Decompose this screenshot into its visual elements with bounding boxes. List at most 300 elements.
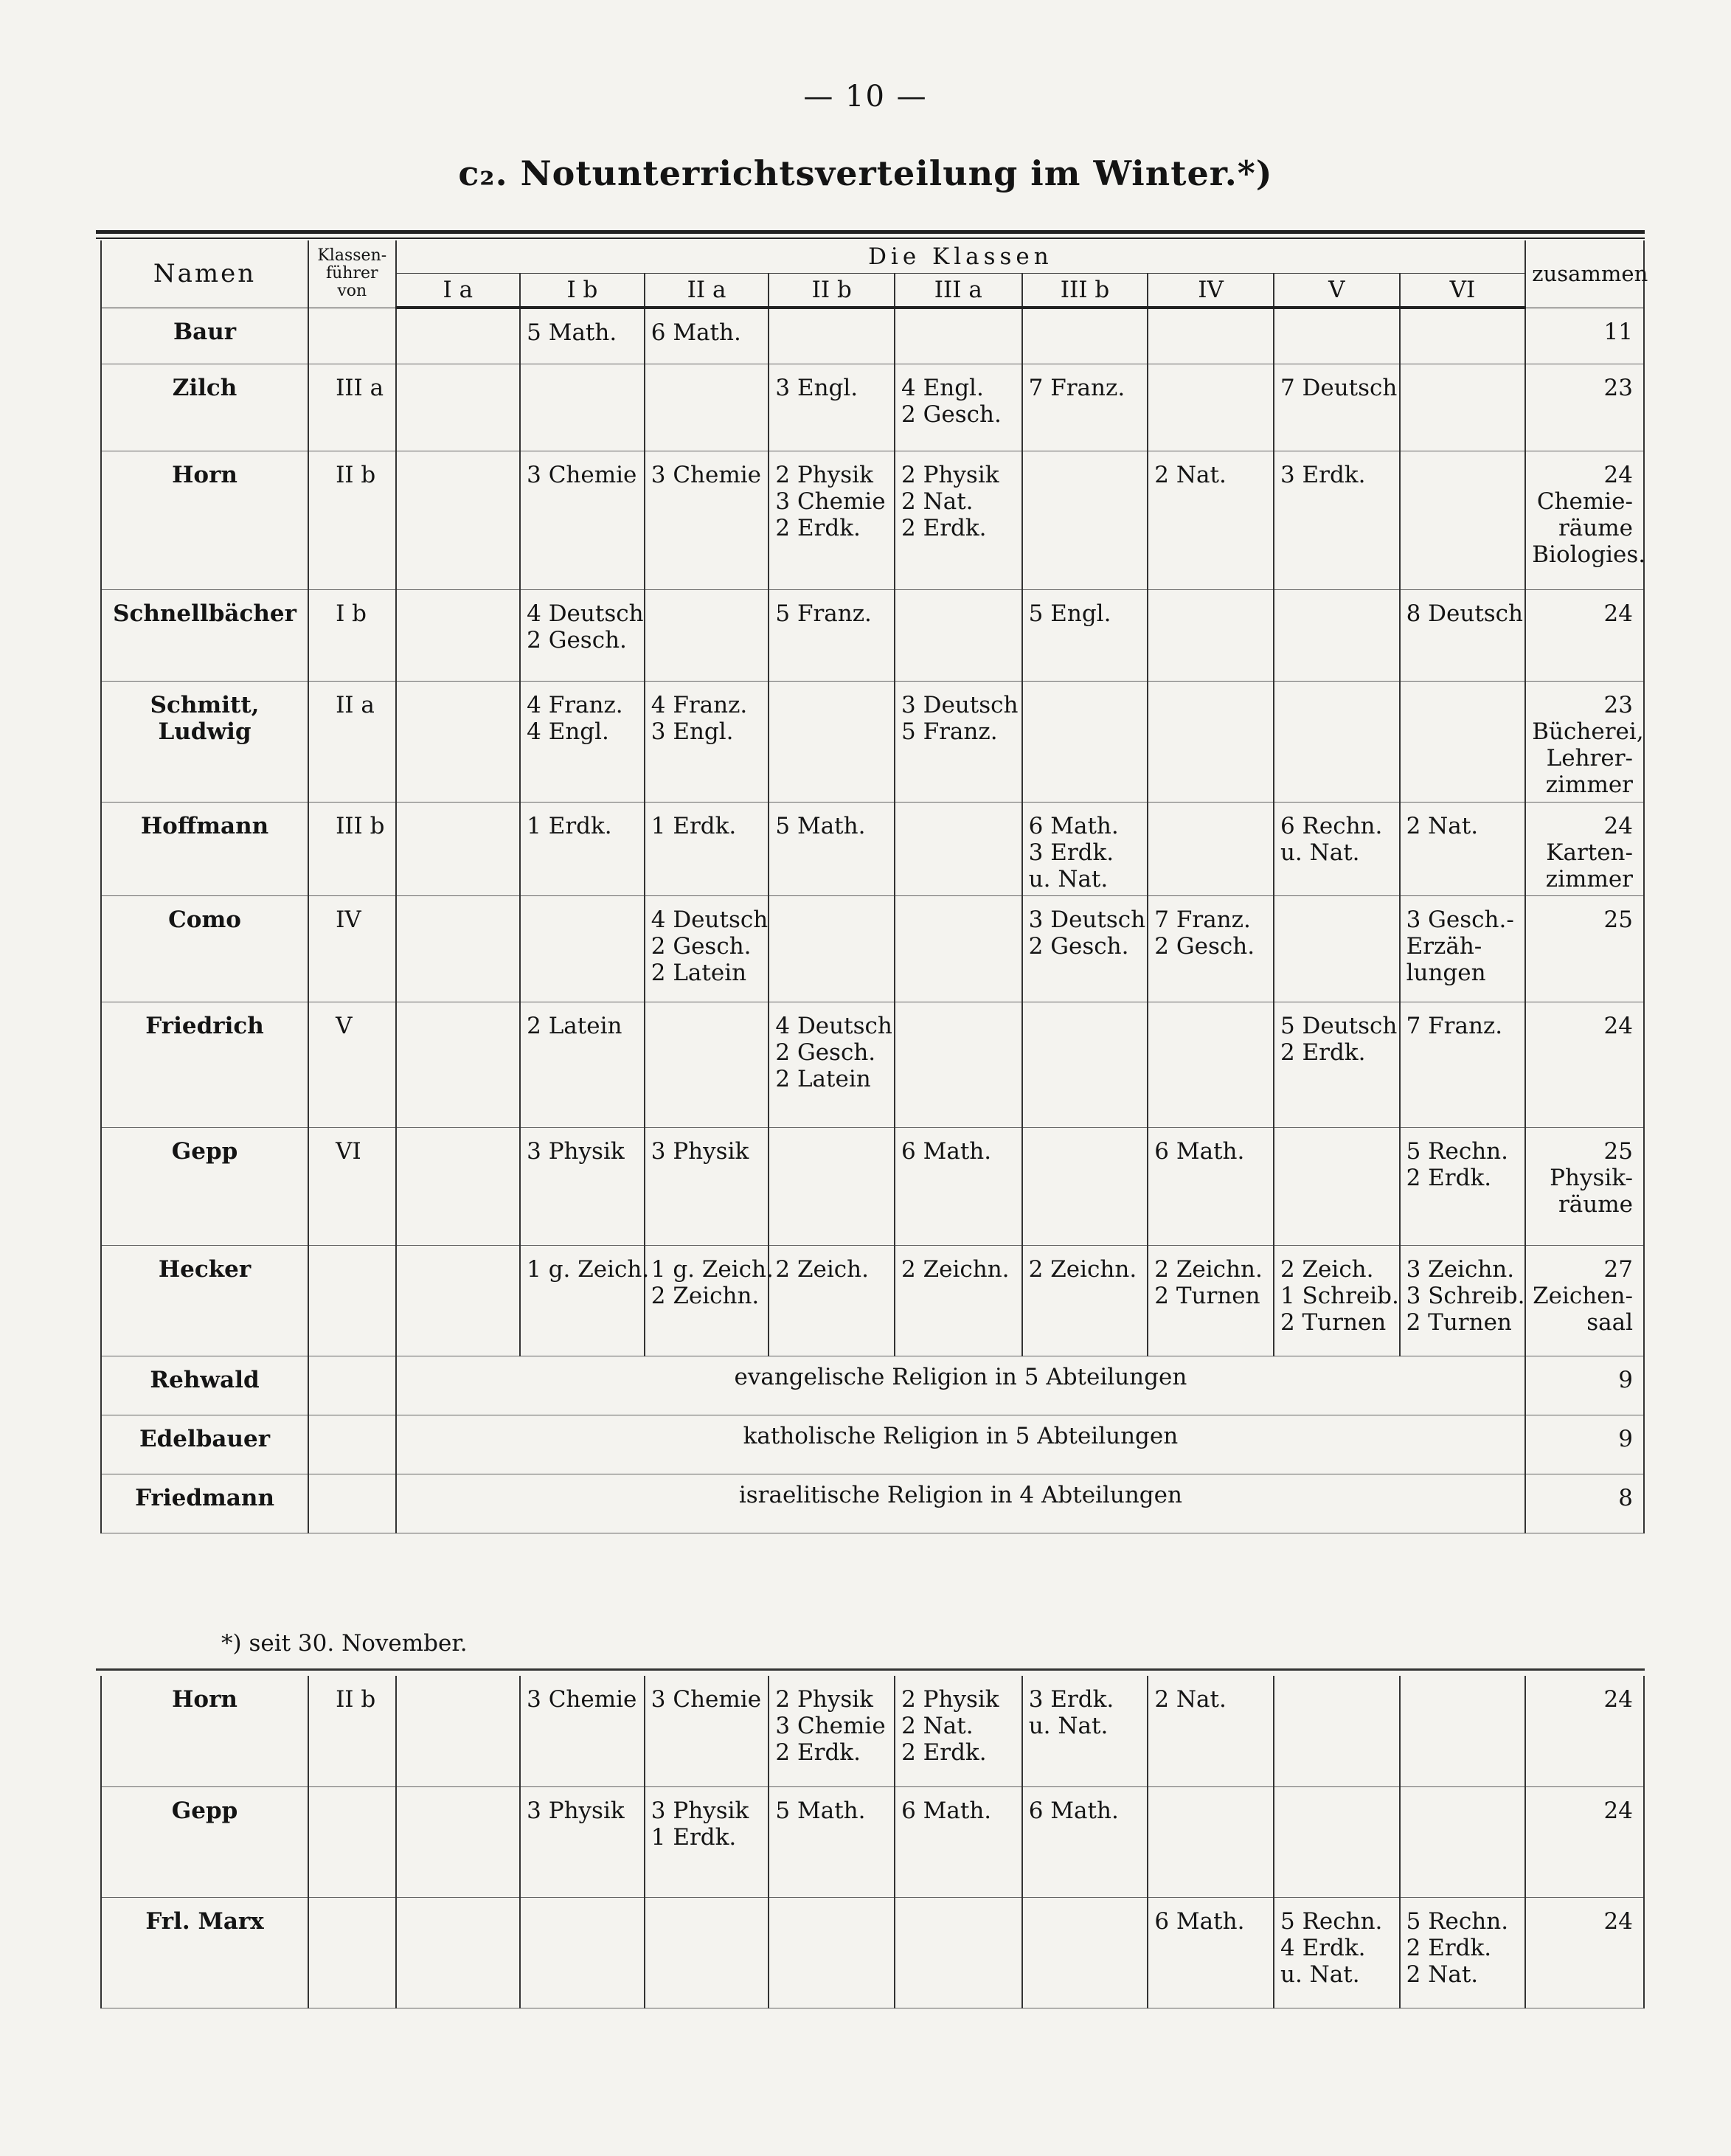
subject-cell xyxy=(1274,895,1400,1002)
subject-cell xyxy=(520,895,645,1002)
subject-cell xyxy=(1274,1786,1400,1897)
teacher-name xyxy=(101,1127,308,1245)
subject-cell xyxy=(1400,1002,1526,1127)
subject-cell xyxy=(1148,1676,1274,1786)
subject-cell xyxy=(645,451,769,589)
klassenfuehrer-cell: IV xyxy=(308,895,395,1002)
cell-line: 3 Chemie xyxy=(527,461,637,488)
klassenfuehrer-cell: V xyxy=(308,1002,395,1127)
subject-cell xyxy=(645,1002,769,1127)
cell-line: 6 Math. xyxy=(1028,1797,1119,1824)
cell-line: Gepp xyxy=(171,1797,238,1824)
cell-line: 23 xyxy=(1603,374,1633,401)
subject-cell xyxy=(1274,1897,1400,2008)
subject-cell xyxy=(396,451,521,589)
cell-line: 24 xyxy=(1603,1012,1633,1039)
subject-cell xyxy=(1274,802,1400,895)
class-header: III b xyxy=(1022,274,1148,308)
cell-line: Lehrer- xyxy=(1546,744,1633,772)
table-row xyxy=(101,1002,1644,1127)
subject-cell xyxy=(520,1897,645,2008)
subject-cell xyxy=(1274,1676,1400,1786)
cell-line: 2 Turnen xyxy=(1280,1308,1387,1336)
subject-cell xyxy=(396,1127,521,1245)
subject-cell xyxy=(895,1676,1022,1786)
subject-cell xyxy=(396,364,521,451)
teacher-name xyxy=(101,895,308,1002)
cell-line: 2 Nat. xyxy=(1406,812,1479,839)
header-rule xyxy=(96,230,1645,234)
klassenfuehrer-cell: I b xyxy=(308,589,395,681)
religion-description: israelitische Religion in 4 Abteilungen xyxy=(396,1474,1526,1533)
subject-cell xyxy=(520,308,645,364)
cell-line: lungen xyxy=(1406,959,1486,986)
cell-line: 1 g. Zeich. xyxy=(651,1255,774,1283)
cell-line: 4 Deutsch xyxy=(651,906,769,933)
subject-cell xyxy=(895,1127,1022,1245)
class-header: IV xyxy=(1148,274,1274,308)
page-title: c₂. Notunterrichtsverteilung im Winter.*) xyxy=(458,153,1273,193)
subject-cell xyxy=(895,308,1022,364)
cell-line: 3 Chemie xyxy=(651,461,762,488)
cell-line: 2 Erdk. xyxy=(775,1739,861,1766)
cell-line: 23 xyxy=(1603,691,1633,718)
subject-cell xyxy=(769,802,895,895)
subject-cell xyxy=(1274,1245,1400,1356)
table-row xyxy=(101,1676,1644,1786)
cell-line: 4 Franz. xyxy=(651,691,748,718)
table-row xyxy=(101,1245,1644,1356)
subject-cell xyxy=(645,802,769,895)
subject-cell xyxy=(645,681,769,802)
subject-cell xyxy=(396,1786,521,1897)
subject-cell xyxy=(1148,895,1274,1002)
table-row xyxy=(101,802,1644,895)
subject-cell xyxy=(769,308,895,364)
subject-cell xyxy=(895,1245,1022,1356)
cell-line: 5 Rechn. xyxy=(1406,1907,1509,1935)
cell-line: 8 Deutsch xyxy=(1406,600,1524,627)
subject-cell xyxy=(1148,364,1274,451)
subject-cell xyxy=(645,1676,769,1786)
cell-line: 2 Gesch. xyxy=(1154,932,1255,960)
teacher-name xyxy=(101,1002,308,1127)
subject-cell xyxy=(1400,1676,1526,1786)
subject-cell xyxy=(1022,1002,1148,1127)
subject-cell xyxy=(1022,589,1148,681)
cell-line: 6 Math. xyxy=(901,1137,992,1165)
cell-line: 2 Turnen xyxy=(1154,1282,1260,1309)
cell-line: 2 Nat. xyxy=(901,488,974,515)
class-header: II a xyxy=(645,274,769,308)
cell-line: 3 Chemie xyxy=(651,1686,762,1713)
total-cell xyxy=(1525,802,1644,895)
cell-line: 11 xyxy=(1603,318,1633,345)
cell-line: 3 Schreib. xyxy=(1406,1282,1525,1309)
subject-cell xyxy=(645,308,769,364)
subject-cell xyxy=(1400,1786,1526,1897)
teacher-name xyxy=(101,364,308,451)
subject-cell xyxy=(396,589,521,681)
cell-line: 2 Nat. xyxy=(1154,1686,1227,1713)
cell-line: Schnellbächer xyxy=(113,600,296,627)
subject-cell xyxy=(1022,451,1148,589)
teacher-name xyxy=(101,451,308,589)
subject-cell xyxy=(1274,681,1400,802)
teacher-name: Friedmann xyxy=(101,1474,308,1533)
cell-line: 2 Nat. xyxy=(901,1713,974,1739)
cell-line: 4 Engl. xyxy=(527,718,609,745)
teacher-name xyxy=(101,589,308,681)
cell-line: 5 Franz. xyxy=(901,718,998,745)
subject-cell xyxy=(1274,1127,1400,1245)
table-row xyxy=(101,364,1644,451)
teacher-name xyxy=(101,1786,308,1897)
class-header: V xyxy=(1274,274,1400,308)
subject-cell xyxy=(396,1002,521,1127)
table-row xyxy=(101,589,1644,681)
cell-line: 1 Schreib. xyxy=(1280,1282,1399,1309)
subject-cell xyxy=(520,681,645,802)
subject-cell xyxy=(1400,451,1526,589)
cell-line: u. Nat. xyxy=(1280,839,1360,866)
cell-line: 5 Math. xyxy=(775,812,866,839)
subject-cell xyxy=(895,1786,1022,1897)
supplement-rule xyxy=(96,1668,1645,1671)
subject-cell xyxy=(1400,589,1526,681)
cell-line: Frl. Marx xyxy=(145,1907,264,1935)
cell-line: 2 Zeich. xyxy=(775,1255,869,1283)
total-cell xyxy=(1525,308,1644,364)
religion-description: evangelische Religion in 5 Abteilungen xyxy=(396,1356,1526,1415)
subject-cell xyxy=(396,308,521,364)
cell-line: 2 Zeich. xyxy=(1280,1255,1374,1283)
cell-line: 5 Rechn. xyxy=(1280,1907,1383,1935)
cell-line: 3 Chemie xyxy=(527,1686,637,1713)
subject-cell xyxy=(396,1245,521,1356)
total-cell xyxy=(1525,1245,1644,1356)
subject-cell xyxy=(1148,1002,1274,1127)
cell-line: 2 Gesch. xyxy=(651,932,752,960)
subject-cell xyxy=(645,1127,769,1245)
cell-line: Horn xyxy=(172,1686,237,1713)
subject-cell xyxy=(895,589,1022,681)
cell-line: 2 Physik xyxy=(901,461,999,488)
subject-cell xyxy=(645,895,769,1002)
cell-line: 3 Physik xyxy=(651,1797,749,1824)
cell-line: 6 Math. xyxy=(651,319,741,346)
klassenfuehrer-cell xyxy=(308,1474,395,1533)
subject-cell xyxy=(1400,895,1526,1002)
cell-line: Bücherei, xyxy=(1532,718,1644,745)
cell-line: 2 Gesch. xyxy=(901,401,1002,428)
class-header: III a xyxy=(895,274,1022,308)
subject-cell xyxy=(1148,589,1274,681)
cell-line: 25 xyxy=(1603,1137,1633,1165)
subject-cell xyxy=(1274,364,1400,451)
subject-cell xyxy=(1022,895,1148,1002)
cell-line: 2 Erdk. xyxy=(1406,1934,1492,1961)
cell-line: 2 Erdk. xyxy=(901,1739,987,1766)
cell-line: 6 Math. xyxy=(1154,1907,1245,1935)
subject-cell xyxy=(1400,308,1526,364)
subject-cell xyxy=(520,802,645,895)
cell-line: 6 Math. xyxy=(1154,1137,1245,1165)
subject-cell xyxy=(1400,681,1526,802)
subject-cell xyxy=(520,1676,645,1786)
cell-line: 2 Physik xyxy=(901,1686,999,1713)
cell-line: 2 Latein xyxy=(651,959,747,986)
cell-line: 2 Nat. xyxy=(1154,461,1227,488)
cell-line: 4 Engl. xyxy=(901,374,984,401)
table-row xyxy=(101,1897,1644,2008)
subject-cell xyxy=(1148,802,1274,895)
cell-line: 2 Latein xyxy=(775,1065,871,1092)
cell-line: 4 Deutsch xyxy=(775,1012,892,1039)
total-cell: 8 xyxy=(1525,1474,1644,1533)
total-cell xyxy=(1525,364,1644,451)
cell-line: 2 Physik xyxy=(775,1686,873,1713)
teacher-name xyxy=(101,1676,308,1786)
teacher-name xyxy=(101,1245,308,1356)
zusammen-header: zusammen xyxy=(1525,240,1644,308)
subject-cell xyxy=(1148,1786,1274,1897)
subject-cell xyxy=(895,895,1022,1002)
klassenfuehrer-cell xyxy=(308,1245,395,1356)
table-row xyxy=(101,308,1644,364)
cell-line: 7 Deutsch xyxy=(1280,374,1398,401)
table-row xyxy=(101,681,1644,802)
cell-line: Baur xyxy=(173,318,237,345)
cell-line: u. Nat. xyxy=(1028,1713,1109,1739)
klassenfuehrer-cell: III a xyxy=(308,364,395,451)
teacher-name xyxy=(101,802,308,895)
cell-line: 2 Erdk. xyxy=(901,514,987,541)
cell-line: Zeichen- xyxy=(1533,1282,1633,1309)
distribution-table xyxy=(100,240,1648,1533)
cell-line: 4 Franz. xyxy=(527,691,623,718)
subject-cell xyxy=(1022,1127,1148,1245)
subject-cell xyxy=(396,681,521,802)
religion-row xyxy=(101,1356,1644,1415)
cell-line: räume xyxy=(1558,1190,1633,1218)
page-number: — 10 — xyxy=(803,80,928,114)
cell-line: 7 Franz. xyxy=(1406,1012,1503,1039)
cell-line: 3 Physik xyxy=(527,1797,625,1824)
subject-cell xyxy=(769,451,895,589)
cell-line: Karten- xyxy=(1546,839,1633,866)
cell-line: 1 Erdk. xyxy=(527,812,612,839)
subject-cell xyxy=(1400,1897,1526,2008)
class-header: VI xyxy=(1400,274,1526,308)
cell-line: zimmer xyxy=(1545,865,1633,892)
cell-line: 3 Engl. xyxy=(775,374,858,401)
klassenfuehrer-cell xyxy=(308,1415,395,1474)
subject-cell xyxy=(1274,308,1400,364)
cell-line: 24 xyxy=(1603,1797,1633,1824)
subject-cell xyxy=(895,1897,1022,2008)
subject-cell xyxy=(769,1676,895,1786)
subject-cell xyxy=(396,1897,521,2008)
subject-cell xyxy=(520,1002,645,1127)
teacher-name xyxy=(101,308,308,364)
cell-line: Zilch xyxy=(172,374,237,401)
cell-line: 3 Erdk. xyxy=(1280,461,1366,488)
cell-line: 3 Engl. xyxy=(651,718,734,745)
subject-cell xyxy=(396,895,521,1002)
cell-line: Horn xyxy=(172,461,237,488)
subject-cell xyxy=(520,364,645,451)
cell-line: 2 Erdk. xyxy=(1406,1164,1492,1191)
subject-cell xyxy=(1148,1897,1274,2008)
cell-line: Friedrich xyxy=(145,1012,264,1039)
subject-cell xyxy=(769,1002,895,1127)
subject-cell xyxy=(520,1786,645,1897)
subject-cell xyxy=(396,802,521,895)
cell-line: 3 Erdk. xyxy=(1028,839,1114,866)
cell-line: 2 Erdk. xyxy=(1280,1039,1366,1066)
klassenfuehrer-header: Klassen- führer von xyxy=(308,240,395,308)
subject-cell xyxy=(1022,1897,1148,2008)
subject-cell xyxy=(769,895,895,1002)
klassenfuehrer-cell xyxy=(308,308,395,364)
cell-line: saal xyxy=(1586,1308,1633,1336)
cell-line: 1 Erdk. xyxy=(651,812,737,839)
teacher-name xyxy=(101,681,308,802)
total-cell xyxy=(1525,1127,1644,1245)
subject-cell xyxy=(769,1786,895,1897)
cell-line: 5 Math. xyxy=(775,1797,866,1824)
religion-row xyxy=(101,1415,1644,1474)
klassenfuehrer-cell xyxy=(308,1897,395,2008)
subject-cell xyxy=(645,1245,774,1356)
footnote: *) seit 30. November. xyxy=(221,1630,468,1657)
klassenfuehrer-cell xyxy=(308,1356,395,1415)
subject-cell xyxy=(645,364,769,451)
subject-cell xyxy=(645,1897,769,2008)
cell-line: 3 Chemie xyxy=(775,488,886,515)
klassenfuehrer-cell xyxy=(308,1786,395,1897)
subject-cell xyxy=(1022,1786,1148,1897)
cell-line: 2 Gesch. xyxy=(1028,932,1129,960)
subject-cell xyxy=(520,589,645,681)
cell-line: 3 Chemie xyxy=(775,1713,886,1739)
total-cell: 9 xyxy=(1525,1415,1644,1474)
total-cell xyxy=(1525,1676,1644,1786)
cell-line: 2 Gesch. xyxy=(775,1039,876,1066)
subject-cell xyxy=(1400,364,1526,451)
teacher-name: Rehwald xyxy=(101,1356,308,1415)
cell-line: Gepp xyxy=(171,1137,238,1165)
subject-cell xyxy=(1148,1245,1274,1356)
cell-line: 6 Rechn. xyxy=(1280,812,1383,839)
supplement-table xyxy=(100,1676,1645,2008)
subject-cell xyxy=(895,802,1022,895)
subject-cell xyxy=(1274,451,1400,589)
cell-line: 6 Math. xyxy=(1028,812,1119,839)
cell-line: 24 xyxy=(1603,600,1633,627)
subject-cell xyxy=(769,589,895,681)
cell-line: 24 xyxy=(1603,1907,1633,1935)
class-header: I a xyxy=(396,274,521,308)
subject-cell xyxy=(769,681,895,802)
subject-cell xyxy=(1022,1245,1148,1356)
subject-cell xyxy=(1022,308,1148,364)
cell-line: 3 Deutsch xyxy=(901,691,1019,718)
table-row xyxy=(101,1786,1644,1897)
cell-line: 24 xyxy=(1603,1686,1633,1713)
total-cell xyxy=(1525,451,1644,589)
total-cell: 9 xyxy=(1525,1356,1644,1415)
cell-line: 1 g. Zeich. xyxy=(527,1255,650,1283)
die-klassen-header: Die Klassen xyxy=(396,240,1526,274)
cell-line: 3 Physik xyxy=(527,1137,625,1165)
class-header: II b xyxy=(769,274,895,308)
subject-cell xyxy=(1400,802,1526,895)
cell-line: 24 xyxy=(1603,461,1633,488)
klassenfuehrer-cell: II a xyxy=(308,681,395,802)
cell-line: 4 Erdk. xyxy=(1280,1934,1366,1961)
subject-cell xyxy=(1022,681,1148,802)
religion-description: katholische Religion in 5 Abteilungen xyxy=(396,1415,1526,1474)
subject-cell xyxy=(396,1676,521,1786)
cell-line: 2 Zeichn. xyxy=(1028,1255,1137,1283)
total-cell xyxy=(1525,1786,1644,1897)
cell-line: 3 Zeichn. xyxy=(1406,1255,1515,1283)
subject-cell xyxy=(645,1786,769,1897)
cell-line: 27 xyxy=(1603,1255,1633,1283)
cell-line: 2 Zeichn. xyxy=(1154,1255,1263,1283)
cell-line: 2 Nat. xyxy=(1406,1961,1479,1988)
cell-line: 6 Math. xyxy=(901,1797,992,1824)
cell-line: 7 Franz. xyxy=(1154,906,1251,933)
subject-cell xyxy=(1400,1127,1526,1245)
table-row xyxy=(101,895,1644,1002)
cell-line: 4 Deutsch xyxy=(527,600,644,627)
subject-cell xyxy=(769,1897,895,2008)
total-cell xyxy=(1525,1002,1644,1127)
cell-line: Biologies. xyxy=(1532,541,1646,568)
subject-cell xyxy=(895,451,1022,589)
klassenfuehrer-cell: VI xyxy=(308,1127,395,1245)
cell-line: u. Nat. xyxy=(1280,1961,1360,1988)
header-rule-thin xyxy=(96,238,1645,239)
cell-line: Physik- xyxy=(1550,1164,1633,1191)
cell-line: 3 Physik xyxy=(651,1137,749,1165)
subject-cell xyxy=(1148,451,1274,589)
teacher-name: Edelbauer xyxy=(101,1415,308,1474)
subject-cell xyxy=(1274,1002,1400,1127)
cell-line: Erzäh- xyxy=(1406,932,1482,960)
subject-cell xyxy=(1148,681,1274,802)
total-cell xyxy=(1525,681,1644,802)
subject-cell xyxy=(895,681,1022,802)
subject-cell xyxy=(1148,308,1274,364)
cell-line: 5 Engl. xyxy=(1028,600,1111,627)
total-cell xyxy=(1525,895,1644,1002)
total-cell xyxy=(1525,1897,1644,2008)
subject-cell xyxy=(1022,1676,1148,1786)
subject-cell xyxy=(520,451,645,589)
subject-cell xyxy=(1148,1127,1274,1245)
total-cell xyxy=(1525,589,1644,681)
subject-cell xyxy=(769,364,895,451)
subject-cell xyxy=(520,1127,645,1245)
class-header: I b xyxy=(520,274,645,308)
cell-line: 2 Latein xyxy=(527,1012,622,1039)
subject-cell xyxy=(1274,589,1400,681)
cell-line: 25 xyxy=(1603,906,1633,933)
